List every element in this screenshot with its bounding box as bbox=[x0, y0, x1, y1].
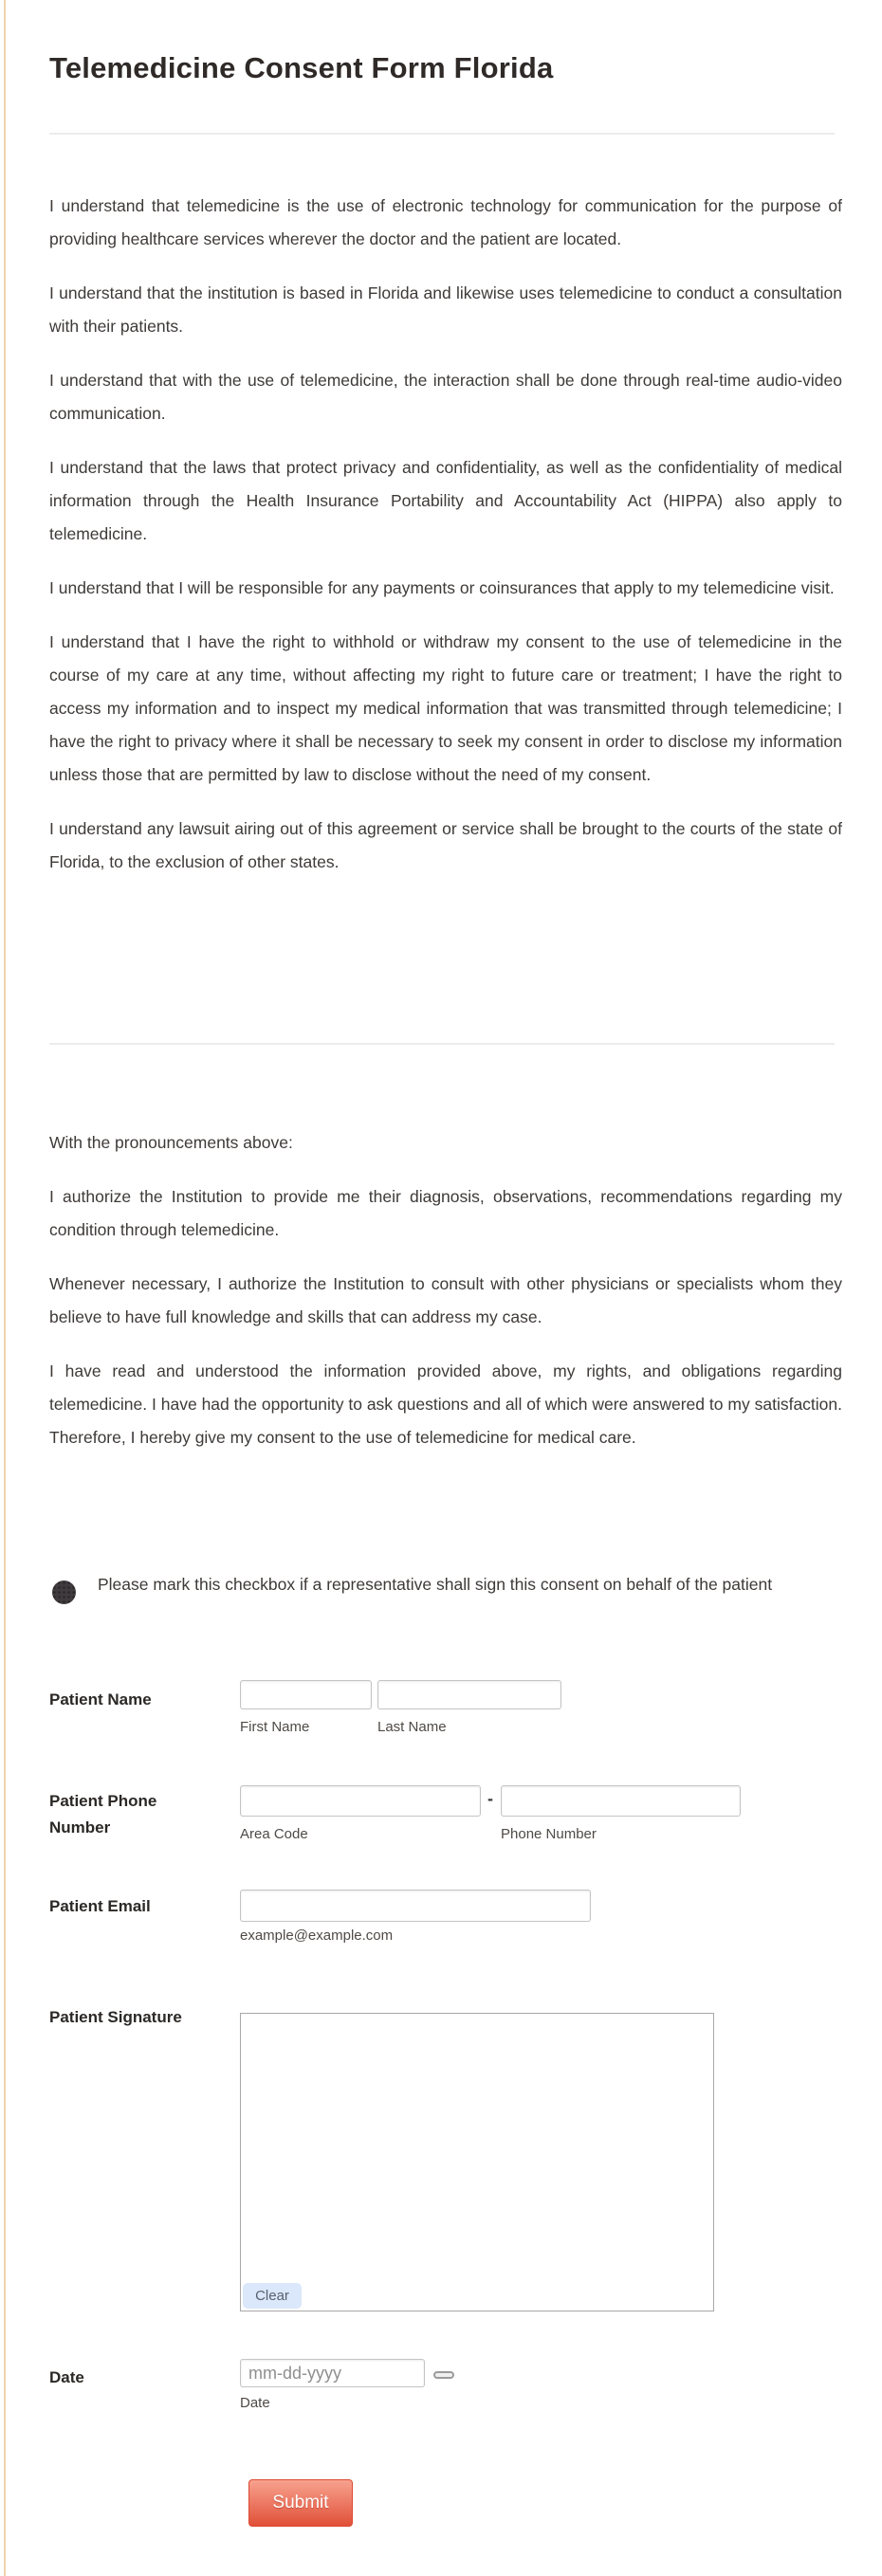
paragraph: I authorize the Institution to provide me their diagnosis, observations, recommendations regarding my condition through telemedicine. bbox=[49, 1187, 842, 1239]
area-code-input[interactable] bbox=[240, 1785, 481, 1817]
phone-separator: - bbox=[487, 1789, 493, 1808]
clear-signature-button[interactable]: Clear bbox=[243, 2283, 302, 2309]
page-title: Telemedicine Consent Form Florida bbox=[49, 51, 554, 84]
submit-button[interactable]: Submit bbox=[248, 2479, 353, 2527]
pronouncement-paragraphs bbox=[49, 1126, 842, 1475]
paragraph: I understand that telemedicine is the use of electronic technology for communication for the purpose of providing healthcare services wherever the doctor and the patient are located. bbox=[49, 196, 842, 248]
paragraph: I understand that I will be responsible for any payments or coinsurances that apply to my telemedicine visit. bbox=[49, 578, 835, 597]
intro-paragraphs bbox=[49, 190, 842, 900]
divider bbox=[49, 133, 835, 135]
last-name-input[interactable] bbox=[377, 1680, 561, 1709]
first-name-sublabel: First Name bbox=[240, 1719, 310, 1735]
patient-email-label: Patient Email bbox=[49, 1897, 151, 1915]
representative-checkbox-label: Please mark this checkbox if a representative shall sign this consent on behalf of the patient bbox=[98, 1575, 773, 1594]
phone-number-input[interactable] bbox=[501, 1785, 741, 1817]
email-sublabel: example@example.com bbox=[240, 1927, 394, 1944]
paragraph: Whenever necessary, I authorize the Institution to consult with other physicians or specialists whom they believe to have full knowledge and skills that can address my case. bbox=[49, 1274, 842, 1326]
left-accent-border bbox=[4, 0, 6, 2576]
paragraph: I understand that with the use of telemedicine, the interaction shall be done through real-time audio-video communication. bbox=[49, 371, 842, 423]
datepicker-icon[interactable] bbox=[433, 2371, 454, 2379]
paragraph: With the pronouncements above: bbox=[49, 1133, 293, 1152]
paragraph: I understand any lawsuit airing out of this agreement or service shall be brought to the courts of the state of Florida, to the exclusion of other states. bbox=[49, 819, 842, 871]
patient-signature-label: Patient Signature bbox=[49, 2008, 182, 2026]
paragraph: I understand that I have the right to withhold or withdraw my consent to the use of telemedicine in the course of my care at any time, without affecting my right to future care or treatment; I have the right to access my information and to inspect my medical information that was transmitted through telemedicine; I have the right to privacy where it shall be necessary to seek my consent in order to disclose my information unless those that are permitted by law to disclose without the need of my consent. bbox=[49, 632, 842, 784]
paragraph: I have read and understood the information provided above, my rights, and obligations regarding telemedicine. I have had the opportunity to ask questions and all of which were answered to my satisfaction. Therefore, I hereby give my consent to the use of telemedicine for medical care. bbox=[49, 1361, 842, 1447]
area-code-sublabel: Area Code bbox=[240, 1826, 308, 1842]
last-name-sublabel: Last Name bbox=[377, 1719, 447, 1735]
date-sublabel: Date bbox=[240, 2395, 270, 2411]
signature-pad[interactable] bbox=[240, 2013, 714, 2311]
patient-name-label: Patient Name bbox=[49, 1690, 152, 1708]
first-name-input[interactable] bbox=[240, 1680, 372, 1709]
paragraph: I understand that the institution is based in Florida and likewise uses telemedicine to conduct a consultation with their patients. bbox=[49, 283, 842, 336]
email-input[interactable] bbox=[240, 1890, 591, 1922]
date-label: Date bbox=[49, 2368, 84, 2386]
phone-number-sublabel: Phone Number bbox=[501, 1826, 597, 1842]
patient-phone-label: Patient Phone Number bbox=[49, 1792, 157, 1836]
date-input[interactable] bbox=[240, 2359, 425, 2387]
paragraph: I understand that the laws that protect privacy and confidentiality, as well as the confidentiality of medical information through the Health Insurance Portability and Accountability Act (HIPPA) also apply to telemedicine. bbox=[49, 458, 842, 543]
divider bbox=[49, 1043, 835, 1045]
representative-checkbox[interactable] bbox=[52, 1580, 76, 1604]
